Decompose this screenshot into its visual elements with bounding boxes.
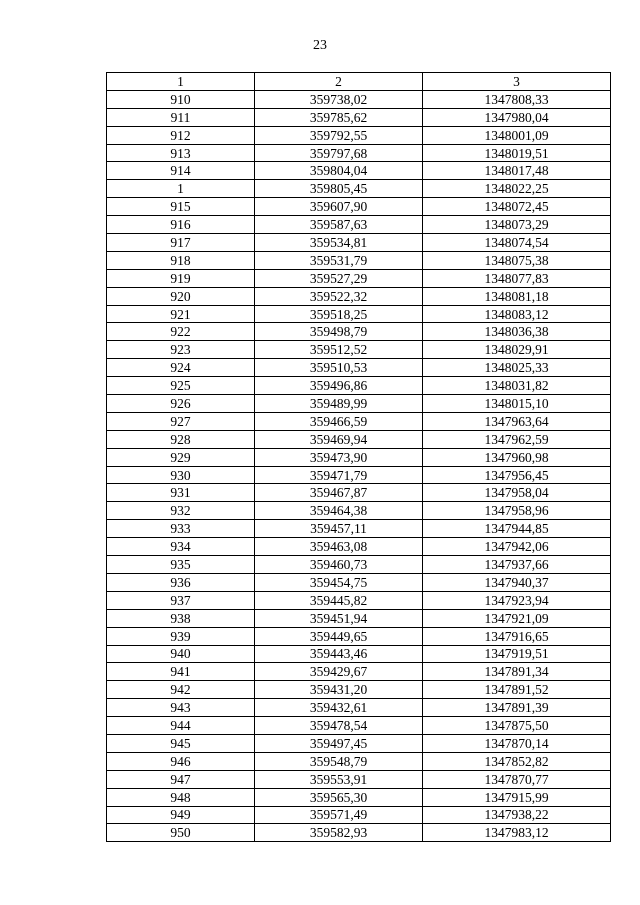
table-row (107, 162, 611, 180)
page-number: 23 (313, 38, 327, 53)
y-coordinate-cell: 1348001,09 (423, 126, 611, 144)
x-coordinate-cell: 359512,52 (255, 341, 423, 359)
x-coordinate-cell: 359522,32 (255, 287, 423, 305)
point-number-cell: 912 (107, 126, 255, 144)
x-coordinate-cell: 359531,79 (255, 251, 423, 269)
point-number-cell: 918 (107, 251, 255, 269)
x-coordinate-cell: 359571,49 (255, 806, 423, 824)
point-number-cell: 1 (107, 180, 255, 198)
x-coordinate-cell: 359460,73 (255, 556, 423, 574)
y-coordinate-cell: 1347937,66 (423, 556, 611, 574)
y-coordinate-cell: 1348075,38 (423, 251, 611, 269)
x-coordinate-cell: 359518,25 (255, 305, 423, 323)
y-coordinate-cell: 1347919,51 (423, 645, 611, 663)
point-number-cell: 917 (107, 234, 255, 252)
table-row (107, 359, 611, 377)
y-coordinate-cell: 1348022,25 (423, 180, 611, 198)
point-number-cell: 933 (107, 520, 255, 538)
header-row (107, 73, 611, 91)
point-number-cell: 920 (107, 287, 255, 305)
point-number-cell: 930 (107, 466, 255, 484)
x-coordinate-cell: 359466,59 (255, 412, 423, 430)
point-number-cell: 926 (107, 395, 255, 413)
y-coordinate-cell: 1348081,18 (423, 287, 611, 305)
x-coordinate-cell: 359797,68 (255, 144, 423, 162)
x-coordinate-cell: 359587,63 (255, 216, 423, 234)
table-row (107, 752, 611, 770)
y-coordinate-cell: 1348017,48 (423, 162, 611, 180)
table-row (107, 287, 611, 305)
y-coordinate-cell: 1347980,04 (423, 108, 611, 126)
y-coordinate-cell: 1347983,12 (423, 824, 611, 842)
point-number-cell: 940 (107, 645, 255, 663)
y-coordinate-cell: 1348036,38 (423, 323, 611, 341)
y-coordinate-cell: 1347963,64 (423, 412, 611, 430)
table-row (107, 341, 611, 359)
y-coordinate-cell: 1347891,52 (423, 681, 611, 699)
point-number-cell: 948 (107, 788, 255, 806)
point-number-cell: 922 (107, 323, 255, 341)
point-number-cell: 910 (107, 90, 255, 108)
table-row (107, 395, 611, 413)
point-number-cell: 941 (107, 663, 255, 681)
table-header (107, 73, 611, 91)
point-number-cell: 914 (107, 162, 255, 180)
column-header-2: 2 (255, 73, 423, 91)
table-row (107, 251, 611, 269)
y-coordinate-cell: 1347923,94 (423, 591, 611, 609)
table-row (107, 108, 611, 126)
x-coordinate-cell: 359451,94 (255, 609, 423, 627)
table-body (107, 90, 611, 841)
point-number-cell: 950 (107, 824, 255, 842)
y-coordinate-cell: 1347962,59 (423, 430, 611, 448)
x-coordinate-cell: 359443,46 (255, 645, 423, 663)
column-header-3: 3 (423, 73, 611, 91)
y-coordinate-cell: 1348072,45 (423, 198, 611, 216)
y-coordinate-cell: 1348019,51 (423, 144, 611, 162)
point-number-cell: 946 (107, 752, 255, 770)
y-coordinate-cell: 1347870,77 (423, 770, 611, 788)
y-coordinate-cell: 1348083,12 (423, 305, 611, 323)
point-number-cell: 929 (107, 448, 255, 466)
table-row (107, 556, 611, 574)
x-coordinate-cell: 359457,11 (255, 520, 423, 538)
table-row (107, 645, 611, 663)
x-coordinate-cell: 359464,38 (255, 502, 423, 520)
y-coordinate-cell: 1347808,33 (423, 90, 611, 108)
x-coordinate-cell: 359565,30 (255, 788, 423, 806)
point-number-cell: 932 (107, 502, 255, 520)
table-row (107, 573, 611, 591)
table-row (107, 126, 611, 144)
y-coordinate-cell: 1347875,50 (423, 717, 611, 735)
point-number-cell: 939 (107, 627, 255, 645)
point-number-cell: 949 (107, 806, 255, 824)
table-row (107, 627, 611, 645)
x-coordinate-cell: 359454,75 (255, 573, 423, 591)
table-row (107, 198, 611, 216)
table-row (107, 717, 611, 735)
point-number-cell: 928 (107, 430, 255, 448)
point-number-cell: 943 (107, 699, 255, 717)
x-coordinate-cell: 359805,45 (255, 180, 423, 198)
x-coordinate-cell: 359582,93 (255, 824, 423, 842)
table-row (107, 806, 611, 824)
point-number-cell: 915 (107, 198, 255, 216)
x-coordinate-cell: 359432,61 (255, 699, 423, 717)
x-coordinate-cell: 359489,99 (255, 395, 423, 413)
y-coordinate-cell: 1347921,09 (423, 609, 611, 627)
table-row (107, 269, 611, 287)
x-coordinate-cell: 359469,94 (255, 430, 423, 448)
table-row (107, 734, 611, 752)
table-row (107, 234, 611, 252)
x-coordinate-cell: 359471,79 (255, 466, 423, 484)
x-coordinate-cell: 359429,67 (255, 663, 423, 681)
point-number-cell: 945 (107, 734, 255, 752)
point-number-cell: 942 (107, 681, 255, 699)
point-number-cell: 923 (107, 341, 255, 359)
y-coordinate-cell: 1348029,91 (423, 341, 611, 359)
point-number-cell: 934 (107, 538, 255, 556)
x-coordinate-cell: 359527,29 (255, 269, 423, 287)
point-number-cell: 913 (107, 144, 255, 162)
table-row (107, 90, 611, 108)
point-number-cell: 938 (107, 609, 255, 627)
table-row (107, 770, 611, 788)
table-row (107, 412, 611, 430)
y-coordinate-cell: 1347891,34 (423, 663, 611, 681)
y-coordinate-cell: 1348073,29 (423, 216, 611, 234)
x-coordinate-cell: 359431,20 (255, 681, 423, 699)
point-number-cell: 916 (107, 216, 255, 234)
y-coordinate-cell: 1347944,85 (423, 520, 611, 538)
table-row (107, 591, 611, 609)
y-coordinate-cell: 1348031,82 (423, 377, 611, 395)
point-number-cell: 944 (107, 717, 255, 735)
x-coordinate-cell: 359498,79 (255, 323, 423, 341)
point-number-cell: 919 (107, 269, 255, 287)
y-coordinate-cell: 1347942,06 (423, 538, 611, 556)
y-coordinate-cell: 1347958,96 (423, 502, 611, 520)
x-coordinate-cell: 359449,65 (255, 627, 423, 645)
y-coordinate-cell: 1347916,65 (423, 627, 611, 645)
y-coordinate-cell: 1347852,82 (423, 752, 611, 770)
table-row (107, 377, 611, 395)
x-coordinate-cell: 359607,90 (255, 198, 423, 216)
x-coordinate-cell: 359738,02 (255, 90, 423, 108)
y-coordinate-cell: 1347960,98 (423, 448, 611, 466)
table-row (107, 466, 611, 484)
table-row (107, 216, 611, 234)
y-coordinate-cell: 1347870,14 (423, 734, 611, 752)
y-coordinate-cell: 1348025,33 (423, 359, 611, 377)
y-coordinate-cell: 1348077,83 (423, 269, 611, 287)
x-coordinate-cell: 359548,79 (255, 752, 423, 770)
table-row (107, 502, 611, 520)
point-number-cell: 947 (107, 770, 255, 788)
point-number-cell: 936 (107, 573, 255, 591)
x-coordinate-cell: 359497,45 (255, 734, 423, 752)
x-coordinate-cell: 359553,91 (255, 770, 423, 788)
x-coordinate-cell: 359534,81 (255, 234, 423, 252)
y-coordinate-cell: 1347956,45 (423, 466, 611, 484)
point-number-cell: 935 (107, 556, 255, 574)
point-number-cell: 925 (107, 377, 255, 395)
x-coordinate-cell: 359496,86 (255, 377, 423, 395)
table-row (107, 824, 611, 842)
table-row (107, 681, 611, 699)
x-coordinate-cell: 359804,04 (255, 162, 423, 180)
y-coordinate-cell: 1347891,39 (423, 699, 611, 717)
table-row (107, 305, 611, 323)
table-row (107, 484, 611, 502)
table-row (107, 144, 611, 162)
table-row (107, 538, 611, 556)
point-number-cell: 911 (107, 108, 255, 126)
table-row (107, 448, 611, 466)
y-coordinate-cell: 1347938,22 (423, 806, 611, 824)
table-row (107, 663, 611, 681)
x-coordinate-cell: 359510,53 (255, 359, 423, 377)
x-coordinate-cell: 359445,82 (255, 591, 423, 609)
x-coordinate-cell: 359467,87 (255, 484, 423, 502)
x-coordinate-cell: 359463,08 (255, 538, 423, 556)
y-coordinate-cell: 1347958,04 (423, 484, 611, 502)
y-coordinate-cell: 1347940,37 (423, 573, 611, 591)
y-coordinate-cell: 1348015,10 (423, 395, 611, 413)
point-number-cell: 937 (107, 591, 255, 609)
point-number-cell: 927 (107, 412, 255, 430)
coordinates-table (106, 72, 611, 842)
table-row (107, 520, 611, 538)
x-coordinate-cell: 359785,62 (255, 108, 423, 126)
y-coordinate-cell: 1347915,99 (423, 788, 611, 806)
x-coordinate-cell: 359792,55 (255, 126, 423, 144)
x-coordinate-cell: 359478,54 (255, 717, 423, 735)
x-coordinate-cell: 359473,90 (255, 448, 423, 466)
table-row (107, 323, 611, 341)
point-number-cell: 931 (107, 484, 255, 502)
column-header-1: 1 (107, 73, 255, 91)
table-row (107, 430, 611, 448)
table-row (107, 788, 611, 806)
table-row (107, 609, 611, 627)
y-coordinate-cell: 1348074,54 (423, 234, 611, 252)
table-row (107, 180, 611, 198)
point-number-cell: 924 (107, 359, 255, 377)
point-number-cell: 921 (107, 305, 255, 323)
table-row (107, 699, 611, 717)
